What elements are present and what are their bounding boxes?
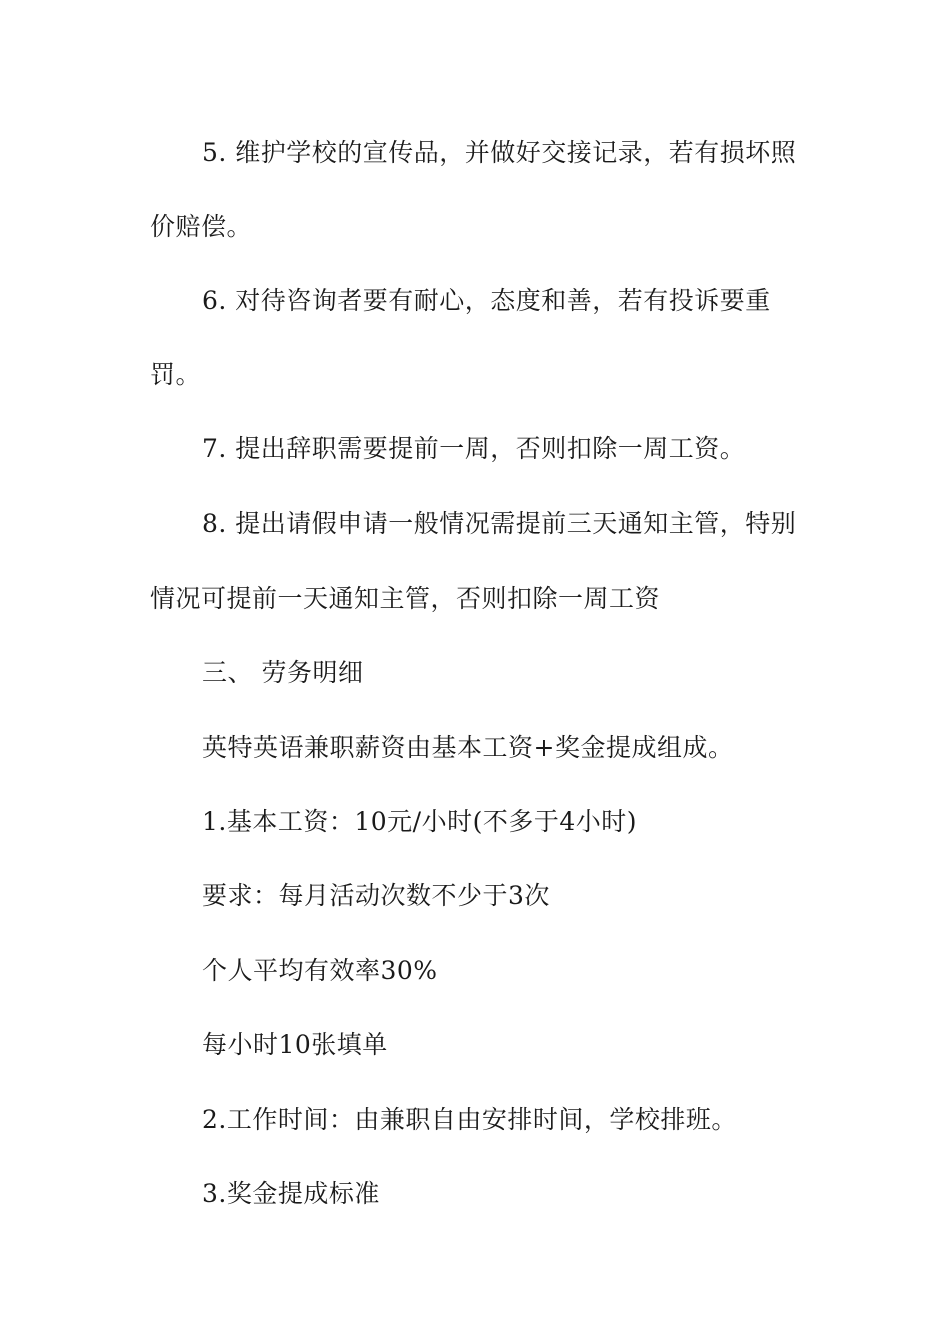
rule-6-line-1: 6. 对待咨询者要有耐心，态度和善，若有投诉要重 bbox=[202, 286, 771, 315]
rule-8-line-1: 8. 提出请假申请一般情况需提前三天通知主管，特别 bbox=[202, 509, 797, 538]
rule-6-line-2: 罚。 bbox=[150, 360, 202, 389]
rule-8-line-2: 情况可提前一天通知主管，否则扣除一周工资 bbox=[150, 584, 661, 613]
working-hours: 2.工作时间：由兼职自由安排时间，学校排班。 bbox=[202, 1105, 737, 1134]
bonus-standard: 3.奖金提成标准 bbox=[202, 1179, 380, 1208]
salary-intro: 英特英语兼职薪资由基本工资+奖金提成组成。 bbox=[202, 733, 734, 762]
rule-5-line-2: 价赔偿。 bbox=[150, 212, 253, 241]
requirement-activities: 要求：每月活动次数不少于3次 bbox=[202, 881, 550, 910]
base-salary: 1.基本工资：10元/小时(不多于4小时) bbox=[202, 807, 638, 836]
rule-5-line-1: 5. 维护学校的宣传品，并做好交接记录，若有损坏照 bbox=[202, 138, 797, 167]
section-heading: 三、 劳务明细 bbox=[202, 658, 364, 687]
rule-7: 7. 提出辞职需要提前一周，否则扣除一周工资。 bbox=[202, 434, 746, 463]
requirement-forms: 每小时10张填单 bbox=[202, 1030, 388, 1059]
requirement-efficiency: 个人平均有效率30% bbox=[202, 956, 438, 985]
